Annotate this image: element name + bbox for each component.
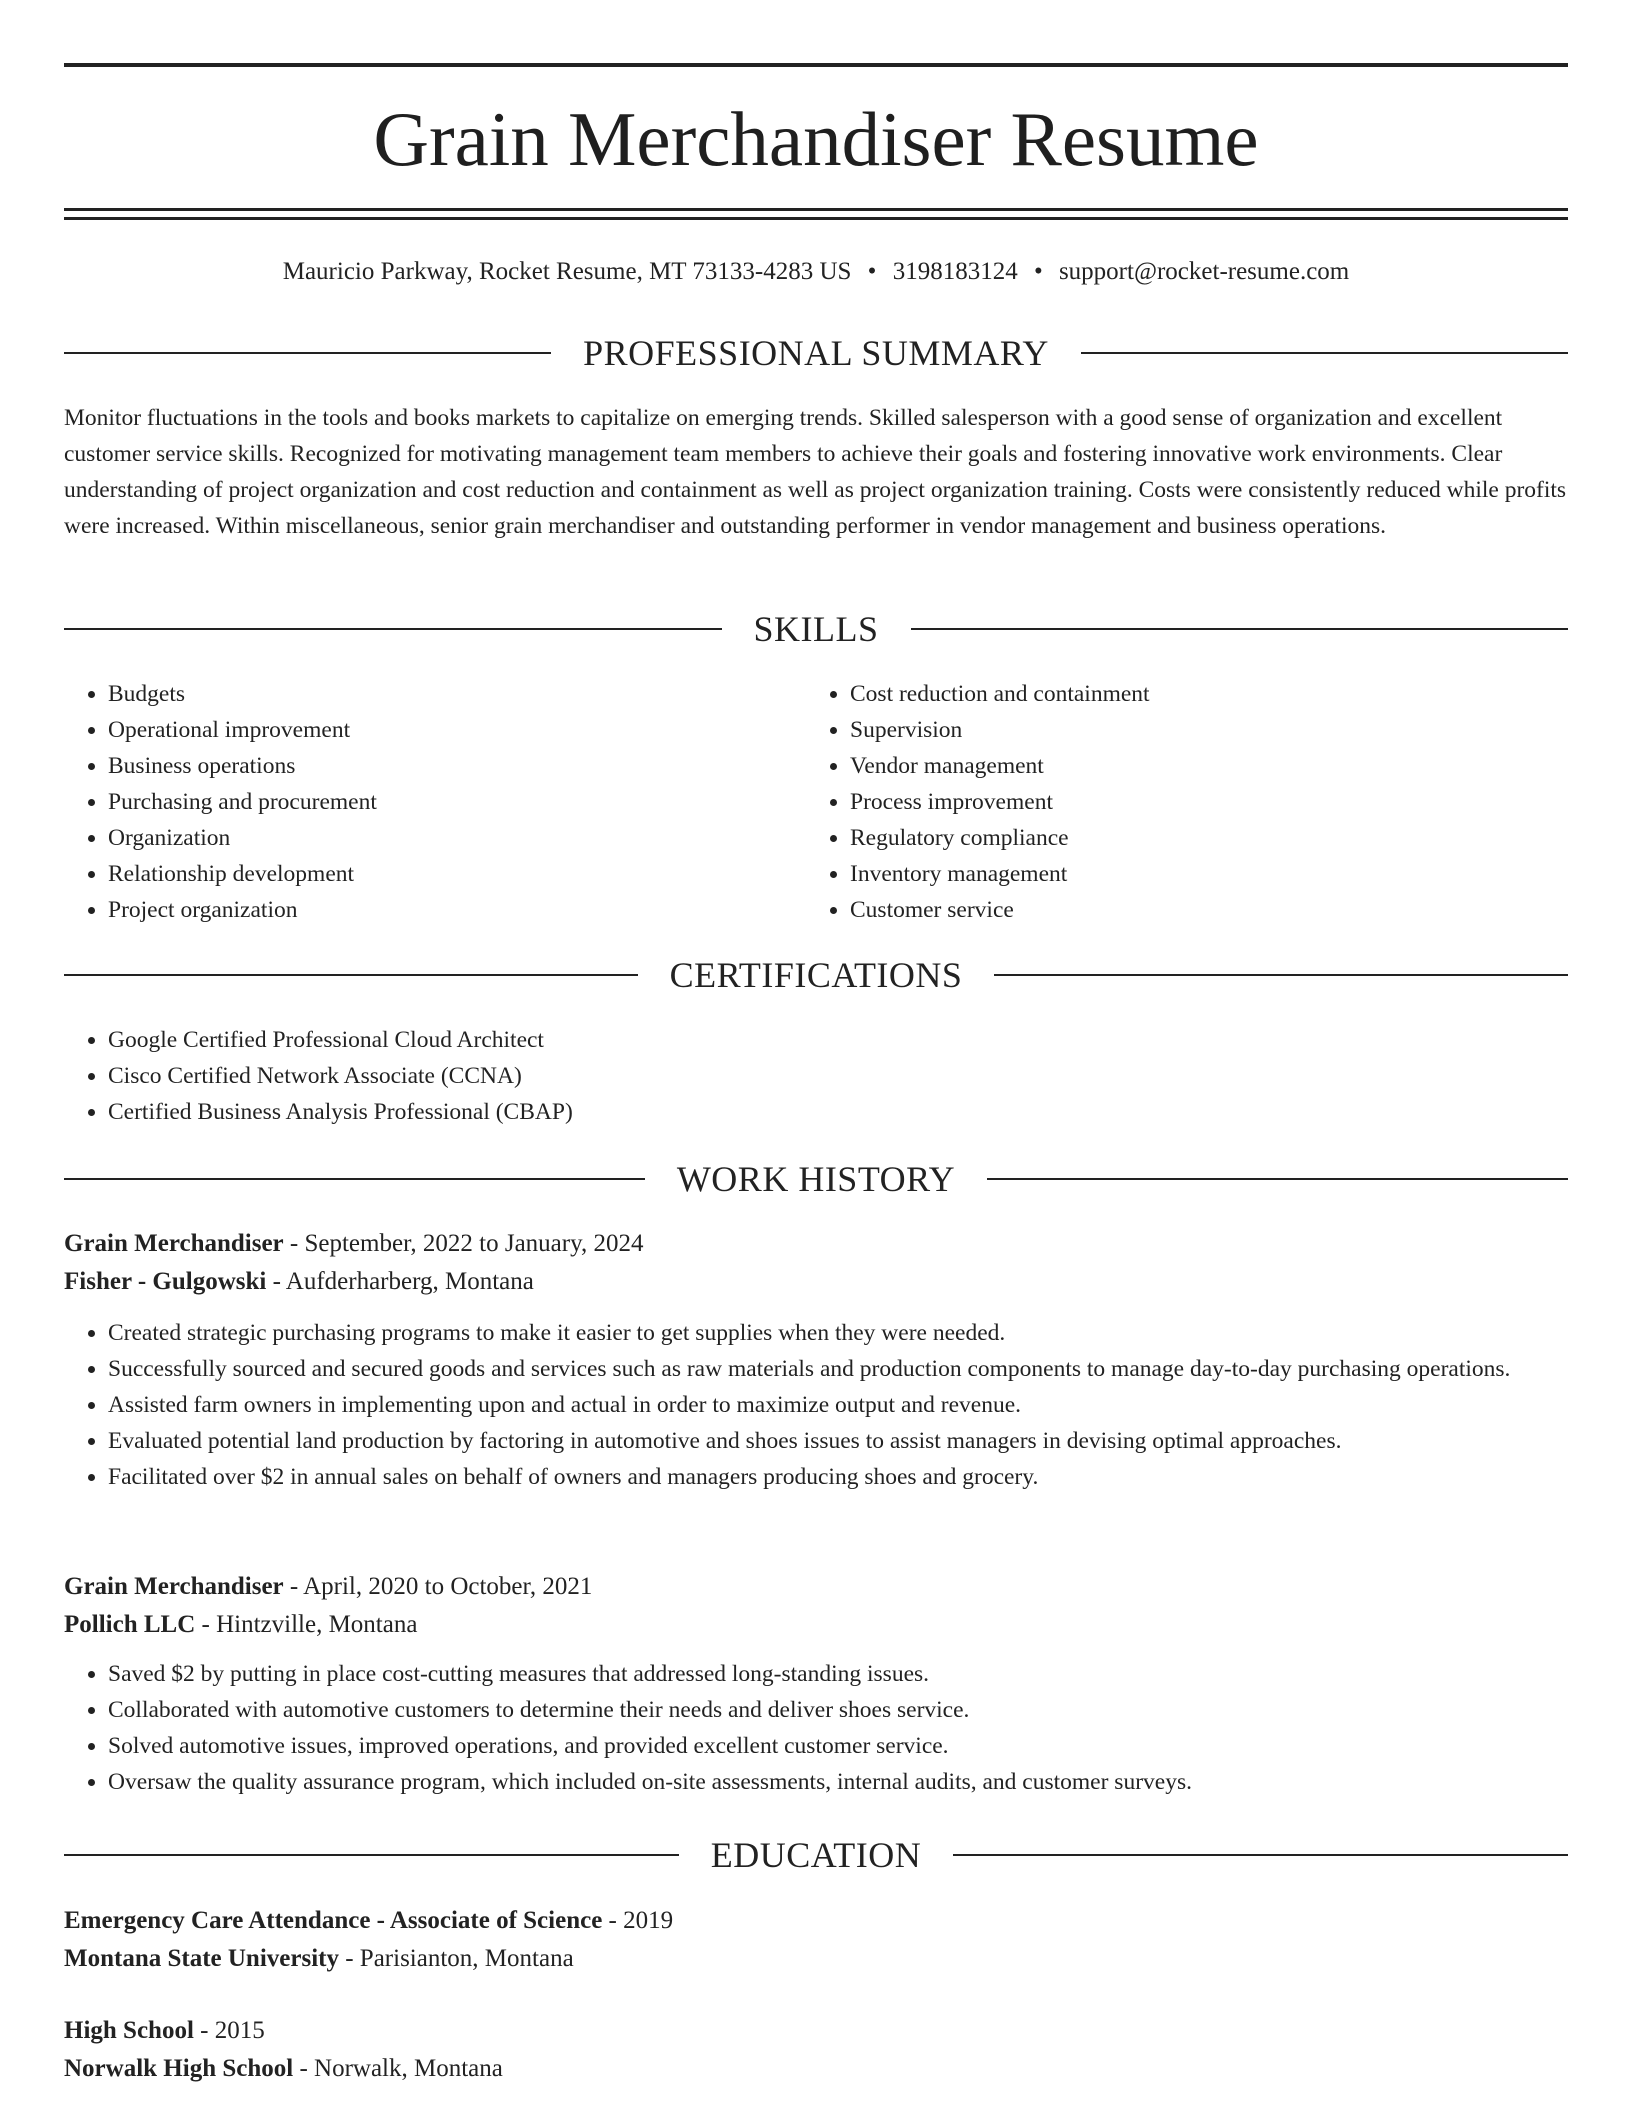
job-bullets (64, 1656, 1568, 1800)
section-title: EDUCATION (710, 1835, 922, 1875)
skill-item: • Operational improvement (108, 712, 806, 748)
section-header-summary (64, 331, 1568, 375)
title-double-rule (64, 208, 1568, 220)
job-entry (64, 1225, 1568, 1495)
contact-email: support@rocket-resume.com (1058, 258, 1350, 285)
education-school: Norwalk High School (64, 2055, 294, 2082)
job-bullet: • Assisted farm owners in implementing upon and actual in order to maximize output and revenue. (108, 1387, 1568, 1423)
skill-item: • Business operations (108, 748, 806, 784)
contact-line (64, 256, 1568, 288)
section-rule (64, 974, 638, 976)
section-header-certifications (64, 953, 1568, 997)
summary-text: Monitor fluctuations in the tools and books markets to capitalize on emerging trends. Skilled salesperson with a good sense of organization and excellent customer service skills. Recognized for motivating management team members to achieve their goals and fostering innovative work environments. Clear understanding of project organization and cost reduction and containment as well as project organization training. Costs were consistently reduced while profits were increased. Within miscellaneous, senior grain merchandiser and outstanding performer in vendor management and business operations. (64, 405, 1567, 539)
job-title: Grain Merchandiser (64, 1230, 284, 1257)
resume-title: Grain Merchandiser Resume (373, 96, 1259, 182)
skill-item: • Project organization (108, 892, 806, 928)
section-rule (994, 974, 1568, 976)
skill-item: • Vendor management (850, 748, 1548, 784)
education-degree-line (64, 1902, 1568, 1940)
certifications-list (64, 1022, 1568, 1130)
section-title: WORK HISTORY (676, 1159, 956, 1199)
job-bullet: • Facilitated over $2 in annual sales on behalf of owners and managers producing shoes and grocery. (108, 1459, 1568, 1495)
job-bullet: • Solved automotive issues, improved operations, and provided excellent customer service. (108, 1728, 1568, 1764)
job-bullet: • Collaborated with automotive customers to determine their needs and deliver shoes service. (108, 1692, 1568, 1728)
education-location: - Norwalk, Montana (293, 2055, 503, 2082)
skill-item: • Process improvement (850, 784, 1548, 820)
skills-column-right (806, 676, 1548, 928)
education-year: - 2019 (602, 1907, 674, 1934)
section-title: SKILLS (753, 609, 879, 649)
section-rule (987, 1178, 1568, 1180)
section-rule (911, 628, 1569, 630)
job-bullet: • Created strategic purchasing programs to make it easier to get supplies when they were needed. (108, 1315, 1568, 1351)
education-degree-line (64, 2012, 1568, 2050)
job-title: Grain Merchandiser (64, 1573, 284, 1600)
contact-separator: • (867, 258, 877, 285)
job-title-line (64, 1225, 1568, 1263)
section-rule (64, 352, 551, 354)
education-degree: High School (64, 2017, 194, 2044)
contact-address: Mauricio Parkway, Rocket Resume, MT 73133-4283 US (282, 258, 852, 285)
section-rule (64, 1854, 679, 1856)
skill-item: • Supervision (850, 712, 1548, 748)
skill-item: • Purchasing and procurement (108, 784, 806, 820)
job-title-line (64, 1568, 1568, 1606)
skills-list (64, 676, 1568, 928)
job-location: - Aufderharberg, Montana (266, 1268, 534, 1295)
skill-item: • Budgets (108, 676, 806, 712)
education-school-line (64, 1940, 1568, 1978)
section-header-education (64, 1833, 1568, 1877)
job-company: Fisher - Gulgowski (64, 1268, 267, 1295)
job-dates: - April, 2020 to October, 2021 (283, 1573, 593, 1600)
skill-item: • Regulatory compliance (850, 820, 1548, 856)
top-rule (64, 63, 1568, 67)
education-school-line (64, 2050, 1568, 2088)
job-bullet: • Successfully sourced and secured goods and services such as raw materials and production components to manage day-to-day purchasing operations. (108, 1351, 1568, 1387)
contact-separator: • (1033, 258, 1043, 285)
certification-item: • Certified Business Analysis Professional (CBAP) (108, 1094, 1568, 1130)
contact-phone: 3198183124 (892, 258, 1018, 285)
job-bullet: • Oversaw the quality assurance program, which included on-site assessments, internal audits, and customer surveys. (108, 1764, 1568, 1800)
section-rule (1081, 352, 1568, 354)
job-bullets (64, 1315, 1568, 1495)
education-entry (64, 2012, 1568, 2088)
job-dates: - September, 2022 to January, 2024 (283, 1230, 644, 1257)
skill-item: • Customer service (850, 892, 1548, 928)
job-company-line (64, 1263, 1568, 1301)
education-location: - Parisianton, Montana (338, 1945, 574, 1972)
education-year: - 2015 (193, 2017, 265, 2044)
skill-item: • Organization (108, 820, 806, 856)
job-location: - Hintzville, Montana (195, 1611, 418, 1638)
skill-item: • Cost reduction and containment (850, 676, 1548, 712)
section-rule (64, 1178, 645, 1180)
job-company-line (64, 1606, 1568, 1644)
section-header-skills (64, 607, 1568, 651)
certification-item: • Google Certified Professional Cloud Architect (108, 1022, 1568, 1058)
skills-column-left (64, 676, 806, 928)
section-title: PROFESSIONAL SUMMARY (583, 333, 1049, 373)
section-rule (64, 628, 722, 630)
job-entry (64, 1568, 1568, 1800)
job-bullet: • Evaluated potential land production by factoring in automotive and shoes issues to assist managers in devising optimal approaches. (108, 1423, 1568, 1459)
education-school: Montana State University (64, 1945, 339, 1972)
skill-item: • Relationship development (108, 856, 806, 892)
section-rule (953, 1854, 1568, 1856)
job-company: Pollich LLC (64, 1611, 196, 1638)
section-header-work-history (64, 1157, 1568, 1201)
skill-item: • Inventory management (850, 856, 1548, 892)
job-bullet: • Saved $2 by putting in place cost-cutting measures that addressed long-standing issues. (108, 1656, 1568, 1692)
section-title: CERTIFICATIONS (669, 955, 963, 995)
certification-item: • Cisco Certified Network Associate (CCNA) (108, 1058, 1568, 1094)
education-degree: Emergency Care Attendance - Associate of Science (64, 1907, 603, 1934)
education-entry (64, 1902, 1568, 1978)
